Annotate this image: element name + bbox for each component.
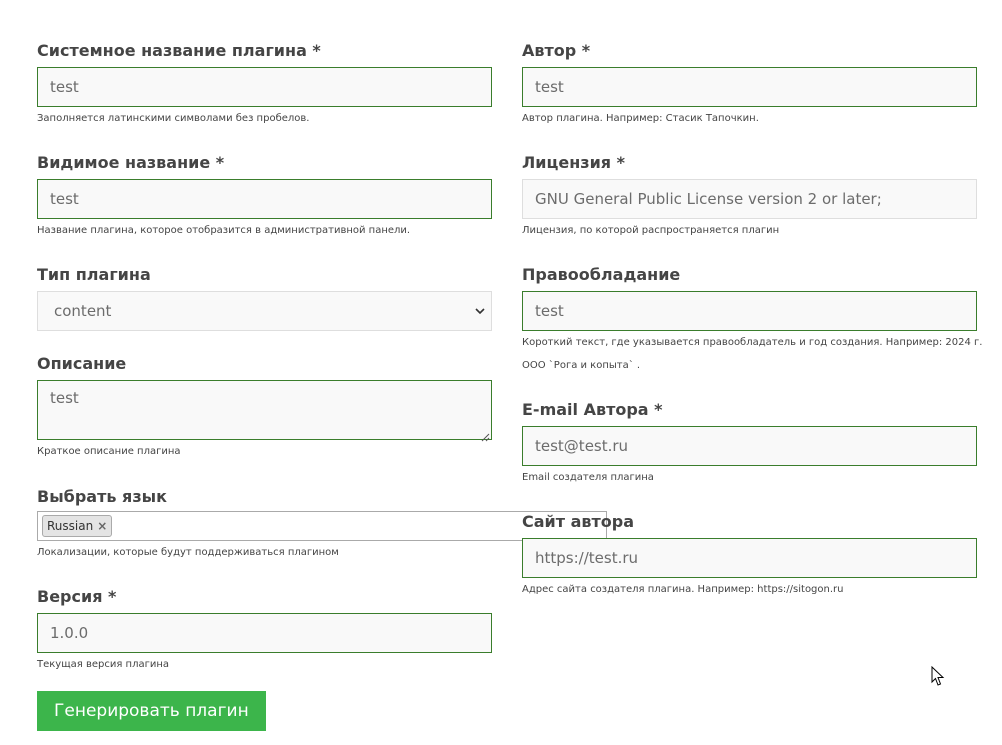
language-tag-label: Russian <box>47 519 94 533</box>
resize-handle-icon[interactable] <box>480 428 490 438</box>
visible-name-label: Видимое название * <box>37 153 225 172</box>
site-input[interactable]: https://test.ru <box>522 538 977 578</box>
plugin-type-select[interactable] <box>37 291 492 331</box>
language-tag <box>42 515 112 537</box>
plugin-type-value: content <box>54 302 112 320</box>
generate-plugin-button[interactable]: Генерировать плагин <box>37 691 266 731</box>
system-name-input[interactable]: test <box>37 67 492 107</box>
email-input[interactable]: test@test.ru <box>522 426 977 466</box>
copyright-hint-line2: ООО `Рога и копыта` . <box>522 360 641 371</box>
license-hint: Лицензия, по которой распространяется плагин <box>522 225 780 236</box>
description-textarea[interactable] <box>37 380 492 440</box>
language-label: Выбрать язык <box>37 487 167 506</box>
copyright-hint-line1: Короткий текст, где указывается правообладатель и год создания. Например: 2024 г. <box>522 337 983 348</box>
copyright-label: Правообладание <box>522 265 681 284</box>
system-name-label: Системное название плагина * <box>37 41 321 60</box>
remove-tag-icon[interactable]: × <box>97 519 108 533</box>
version-label: Версия * <box>37 587 117 606</box>
chevron-down-icon <box>473 292 487 330</box>
license-input[interactable]: GNU General Public License version 2 or later; <box>522 179 977 219</box>
version-input[interactable]: 1.0.0 <box>37 613 492 653</box>
visible-name-hint: Название плагина, которое отобразится в административной панели. <box>37 225 411 236</box>
system-name-hint: Заполняется латинскими символами без пробелов. <box>37 113 310 124</box>
author-label: Автор * <box>522 41 591 60</box>
visible-name-input[interactable]: test <box>37 179 492 219</box>
author-input[interactable]: test <box>522 67 977 107</box>
mouse-cursor-icon <box>931 666 945 691</box>
description-value: test <box>50 389 79 407</box>
site-label: Сайт автора <box>522 512 635 531</box>
language-hint: Локализации, которые будут поддерживаться плагином <box>37 547 339 558</box>
author-hint: Автор плагина. Например: Стасик Тапочкин. <box>522 113 759 124</box>
copyright-input[interactable]: test <box>522 291 977 331</box>
license-label: Лицензия * <box>522 153 625 172</box>
description-label: Описание <box>37 354 127 373</box>
version-hint: Текущая версия плагина <box>37 659 170 670</box>
email-hint: Email создателя плагина <box>522 472 654 483</box>
plugin-type-label: Тип плагина <box>37 265 151 284</box>
description-hint: Краткое описание плагина <box>37 446 181 457</box>
site-hint: Адрес сайта создателя плагина. Например: https://sitogon.ru <box>522 584 844 595</box>
email-label: E-mail Автора * <box>522 400 663 419</box>
